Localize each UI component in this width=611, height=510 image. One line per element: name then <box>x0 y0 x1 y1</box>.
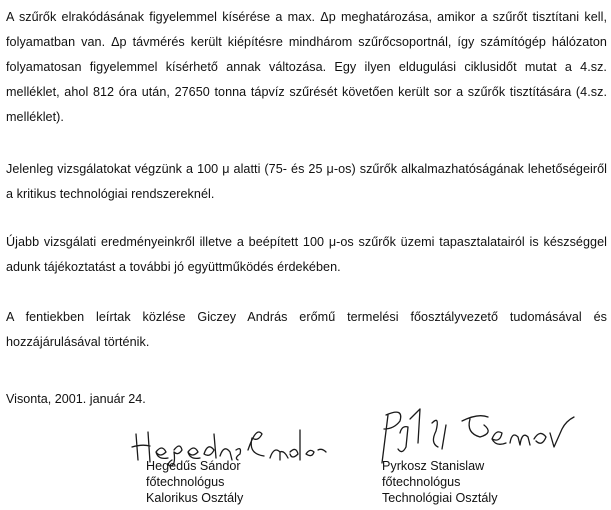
signature-left <box>146 458 243 506</box>
signer-name: Pyrkosz Stanislaw <box>382 459 485 473</box>
signature-right <box>382 458 498 506</box>
signer-department: Technológiai Osztály <box>382 491 498 505</box>
paragraph-further-results: Újabb vizsgálati eredményeinkről illetve a beépített 100 μ-os szűrők üzemi tapasztalatairól is készséggel adunk tájékoztatást a további jó együttműködés érdekében. <box>6 235 607 274</box>
signer-department: Kalorikus Osztály <box>146 491 244 505</box>
letter-date: Visonta, 2001. január 24. <box>6 392 146 406</box>
paragraph-current-tests: Jelenleg vizsgálatokat végzünk a 100 μ alatti (75- és 25 μ-os) szűrők alkalmazhatóságának lehetőségeiről a kritikus technológiai rendszereknél. <box>6 162 607 201</box>
paragraph-approval: A fentiekben leírtak közlése Giczey András erőmű termelési főosztályvezető tudomásával és hozzájárulásával történik. <box>6 310 607 349</box>
paragraph-filter-monitoring: A szűrők elrakódásának figyelemmel kísérése a max. Δp meghatározása, amikor a szűrőt tisztítani kell, folyamatban van. Δp távmérés került kiépítésre mindhárom szűrőcsoportnál, így számítógép hálózaton folyamatosan figyelemmel kísérhető annak változása. Egy ilyen eldugulási ciklusidőt mutat a 4.sz. melléklet, ahol 812 óra után, 27650 tonna tápvíz szűrését követően került sor a szűrők tisztítására (4.sz. melléklet). <box>6 10 607 124</box>
signer-title: főtechnológus <box>382 475 461 489</box>
signer-name: Hegedűs Sándor <box>146 459 241 473</box>
signer-title: főtechnológus <box>146 475 225 489</box>
